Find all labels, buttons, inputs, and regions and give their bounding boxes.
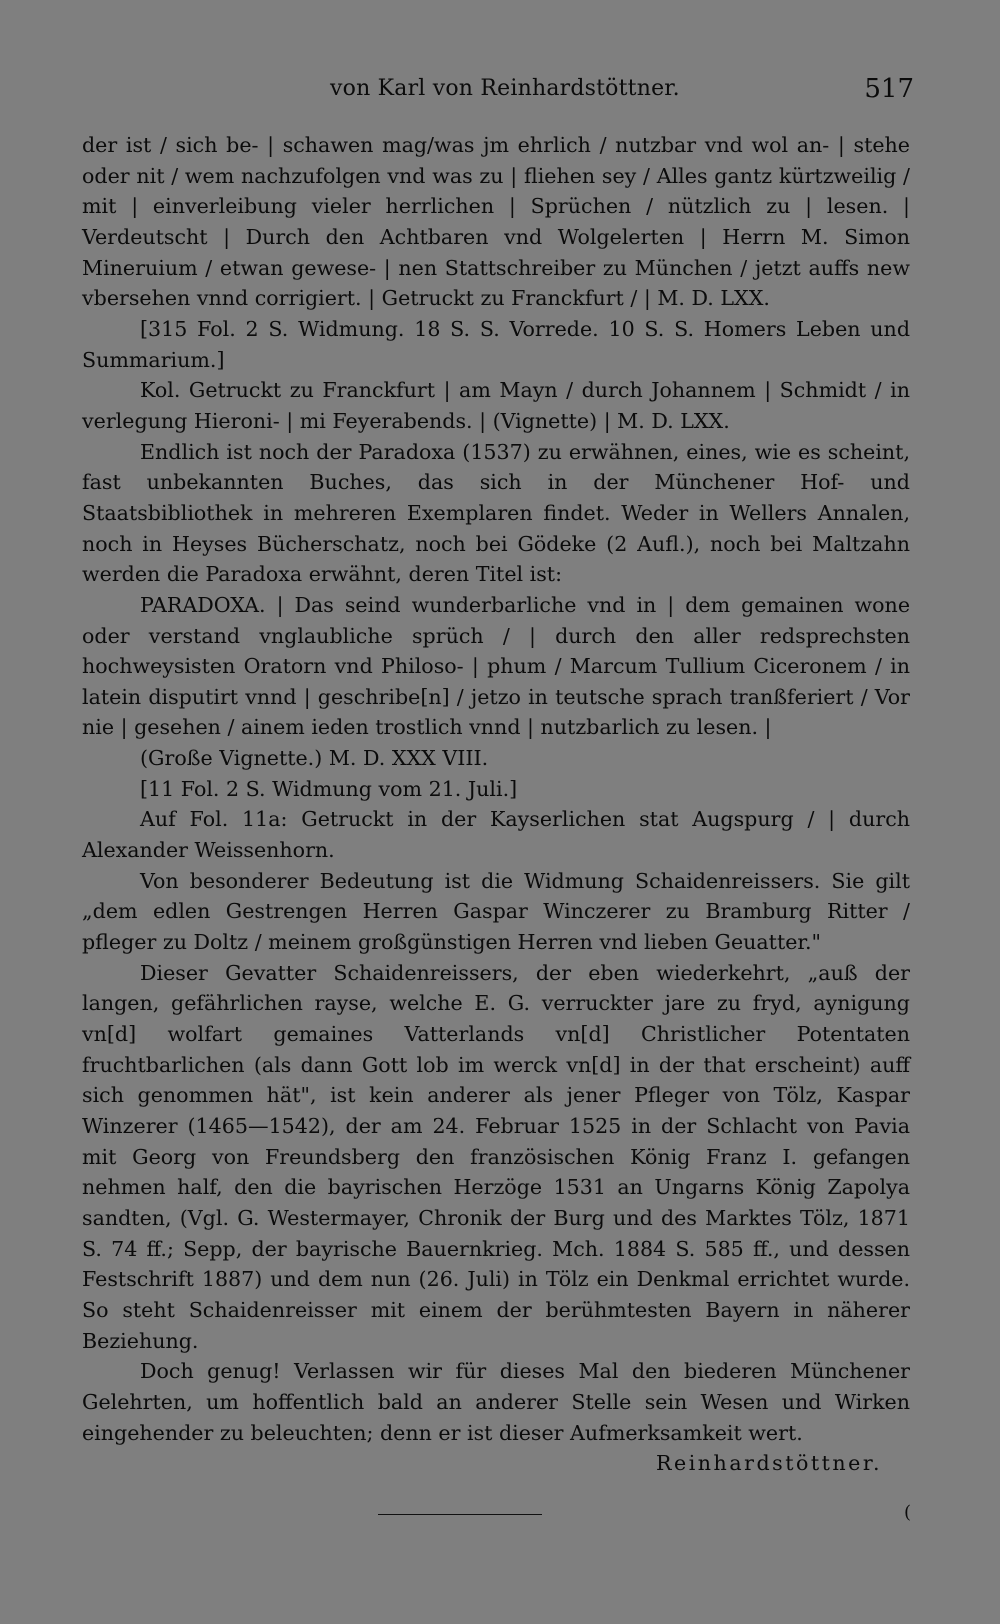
dedication-paragraph: Von besonderer Bedeutung ist die Widmung Schaidenreissers. Sie gilt „dem edlen Gestrengen Herren Gaspar Winczerer zu Bramburg Ritter / pfleger zu Doltz / meinem großgünstigen Herren vnd lieben Geuatter." [82,868,910,955]
colophon: Kol. Getruckt zu Franckfurt | am Mayn / durch Johannem | Schmidt / in verlegung Hieroni- | mi Feyerabends. | (Vignette) | M. D. LXX. [82,378,910,433]
paradoxa-title: PARADOXA. | Das seind wunderbarliche vnd in | dem gemainen wone oder verstand vnglaubliche sprüch / | durch den aller redsprechsten hochweysisten Oratorn vnd Philoso- | phum / Marcum Tullium Ciceronem / in latein disputirt vnnd | geschribe[n] / jetzo in teutsche sprach tranßferiert / Vor nie | gesehen / ainem ieden trostlich vnnd | nutzbarlich zu lesen. | [82,592,910,740]
body-text [82,130,910,1479]
winzerer-paragraph: Dieser Gevatter Schaidenreissers, der eben wiederkehrt, „auß der langen, gefährlichen rayse, welche E. G. verruckter jare zu fryd, aynigung vn[d] wolfart gemaines Vatterlands vn[d] Christlicher Potentaten fruchtbarlichen (als dann Gott lob im werck vn[d] in der that erscheint) auff sich genommen hät", ist kein anderer als jener Pfleger von Tölz, Kaspar Winzerer (1465—1542), der am 24. Februar 1525 in der Schlacht von Pavia mit Georg von Freundsberg den französischen König Franz I. gefangen nehmen half, den die bayrischen Herzöge 1531 an Ungarns König Zapolya sandten, (Vgl. G. Westermayer, Chronik der Burg und des Marktes Tölz, 1871 S. 74 ff.; Sepp, der bayrische Bauernkrieg. Mch. 1884 S. 585 ff., und dessen Festschrift 1887) und dem nun (26. Juli) in Tölz ein Denkmal errichtet wurde. So steht Schaidenreisser mit einem der berühmtesten Bayern in näherer Beziehung. [82,960,910,1353]
paradoxa-introduction: Endlich ist noch der Paradoxa (1537) zu erwähnen, eines, wie es scheint, fast unbekannten Buches, das sich in der Münchener Hof- und Staatsbibliothek in mehreren Exemplaren findet. Weder in Wellers Annalen, noch in Heyses Bücherschatz, noch bei Gödeke (2 Aufl.), noch bei Maltzahn werden die Paradoxa erwähnt, deren Titel ist: [82,439,910,587]
title-transcription-continued: der ist / sich be- | schawen mag/was jm ehrlich / nutzbar vnd wol an- | stehe oder nit / wem nachzufolgen vnd was zu | fliehen sey / Alles gantz kürtzweilig / mit | einverleibung vieler herrlichen | Sprüchen / nützlich zu | lesen. | Verdeutscht | Durch den Achtbaren vnd Wolgelerten | Herrn M. Simon Mineruium / etwan gewese- | nen Stattschreiber zu München / jetzt auffs new vbersehen vnnd corrigiert. | Getruckt zu Franckfurt / | M. D. LXX. [82,133,910,311]
closing-paragraph: Doch genug! Verlassen wir für dieses Mal den biederen Münchener Gelehrten, um hoffentlich bald an anderer Stelle sein Wesen und Wirken eingehender zu beleuchten; denn er ist dieser Aufmerksamkeit wert. [82,1359,910,1445]
author-signature: Reinhardstöttner. [656,1451,882,1476]
footnote-mark: ( [904,1502,912,1523]
page-header [82,74,914,116]
vignette-date: (Große Vignette.) M. D. XXX VIII. [140,746,489,771]
paradoxa-collation: [11 Fol. 2 S. Widmung vom 21. Juli.] [140,776,518,801]
paradoxa-colophon: Auf Fol. 11a: Getruckt in der Kayserlichen stat Augspurg / | durch Alexander Weissenhorn. [82,807,910,863]
page-number: 517 [864,74,914,104]
collation-note: [315 Fol. 2 S. Widmung. 18 S. S. Vorrede. 10 S. S. Homers Leben und Summarium.] [82,316,910,372]
closing-rule [378,1514,542,1515]
running-title: von Karl von Reinhardstöttner. [330,76,680,101]
